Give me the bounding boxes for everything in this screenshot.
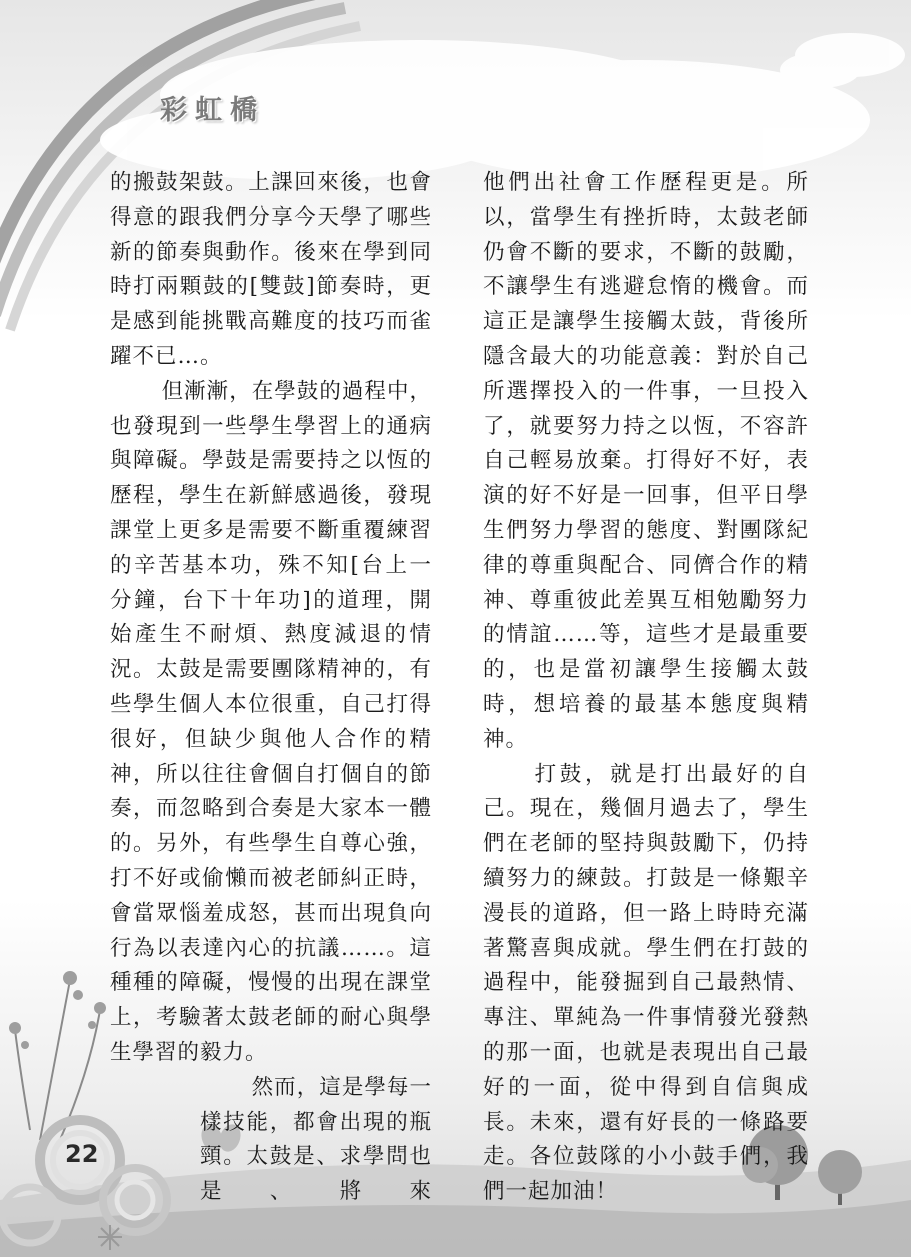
right-column — [483, 166, 809, 1210]
paragraph: 他們出社會工作歷程更是。所以，當學生有挫折時，太鼓老師仍會不斷的要求，不斷的鼓勵，不讓學生有逃避怠惰的機會。而這正是讓學生接觸太鼓，背後所隱含最大的功能意義：對於自己所選擇投入的一件事，一旦投入了，就要努力持之以恆，不容許自己輕易放棄。打得好不好，表演的好不好是一回事，但平日學生們努力學習的態度、對團隊紀律的尊重與配合、同儕合作的精神、尊重彼此差異互相勉勵努力的情誼……等，這些才是最重要的，也是當初讓學生接觸太鼓時，想培養的最基本態度與精神。 — [483, 170, 809, 752]
flower-buds — [9, 971, 106, 1049]
paragraph: 然而，這是學每一樣技能，都會出現的瓶頸。太鼓是、求學問也是、將來 — [200, 1074, 432, 1205]
page-number: 22 — [65, 1140, 99, 1168]
left-column — [110, 166, 432, 1210]
section-title: 彩虹橋 — [160, 95, 265, 126]
paragraph: 的搬鼓架鼓。上課回來後，也會得意的跟我們分享今天學了哪些新的節奏與動作。後來在學到同時打兩顆鼓的[雙鼓]節奏時，更是感到能挑戰高難度的技巧而雀躍不已…。 — [110, 170, 432, 369]
paragraph: 但漸漸，在學鼓的過程中，也發現到一些學生學習上的通病與障礙。學鼓是需要持之以恆的歷程，學生在新鮮感過後，發現課堂上更多是需要不斷重覆練習的辛苦基本功，殊不知[台上一分鐘，台下十年功]的道理，開始產生不耐煩、熱度減退的情況。太鼓是需要團隊精神的，有些學生個人本位很重，自己打得很好，但缺少與他人合作的精神，所以往往會個自打個自的節奏，而忽略到合奏是大家本一體的。另外，有些學生自尊心強，打不好或偷懶而被老師糾正時，會當眾惱羞成怒，甚而出現負向行為以表達內心的抗議……。這種種的障礙，慢慢的出現在課堂上，考驗著太鼓老師的耐心與學生學習的毅力。 — [110, 378, 432, 1065]
burst-decoration — [98, 1225, 122, 1250]
paragraph: 打鼓，就是打出最好的自己。現在，幾個月過去了，學生們在老師的堅持與鼓勵下，仍持續努力的練鼓。打鼓是一條艱辛漫長的道路，但一路上時時充滿著驚喜與成就。學生們在打鼓的過程中，能發掘到自己最熱情、專注、單純為一件事情發光發熱的那一面，也就是表現出自己最好的一面，從中得到自信與成長。未來，還有好長的一條路要走。各位鼓隊的小小鼓手們，我們一起加油！ — [483, 761, 809, 1205]
